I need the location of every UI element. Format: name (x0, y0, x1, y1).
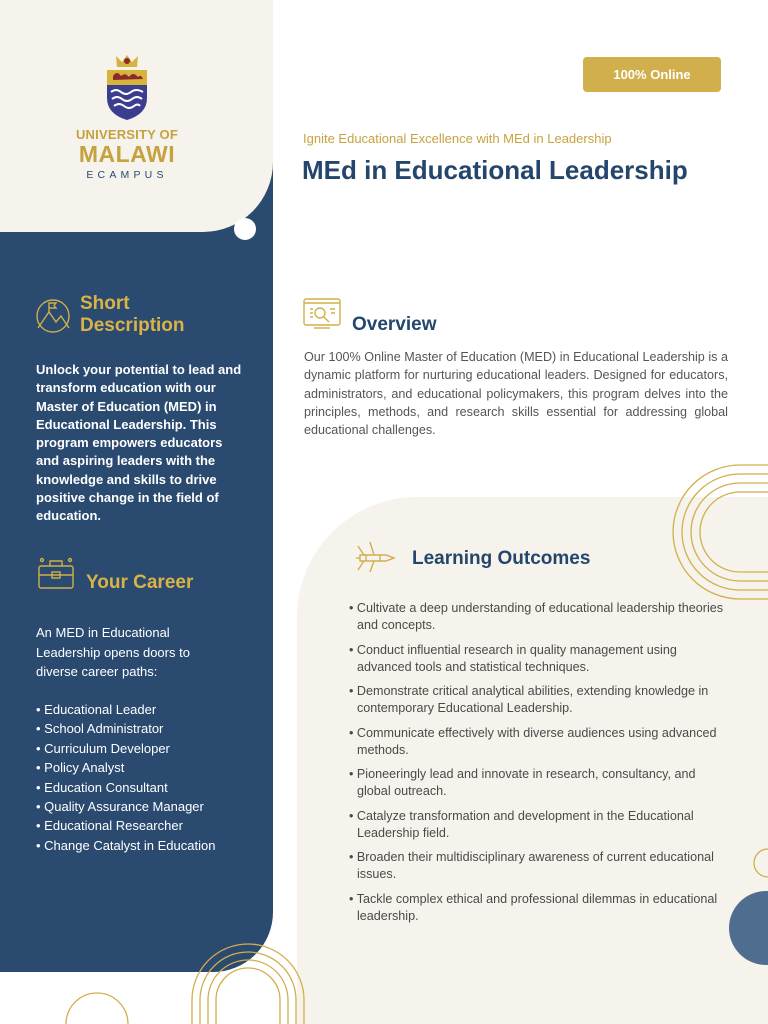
overview-heading: Overview (352, 314, 437, 335)
career-list (36, 700, 266, 855)
learning-outcomes-list (349, 600, 725, 932)
career-heading: Your Career (86, 572, 194, 593)
career-item: • Policy Analyst (36, 760, 125, 776)
presentation-screen-icon (302, 295, 342, 331)
mountain-flag-icon (34, 298, 72, 334)
university-logo (60, 52, 194, 182)
outcome-item: • Catalyze transformation and development in the Educational Leadership field. (349, 808, 694, 840)
outcome-item: • Broaden their multidisciplinary awareness of current educational issues. (349, 850, 714, 881)
short-description-heading-line1: Short (80, 293, 130, 314)
outcome-item: • Cultivate a deep understanding of educational leadership theories and concepts. (349, 601, 724, 632)
short-description-heading-line2: Description (80, 315, 185, 336)
outcome-item: • Communicate effectively with diverse audiences using advanced methods. (349, 725, 717, 757)
career-item: • Educational Leader (36, 702, 157, 717)
page-title: MEd in Educational Leadership (302, 155, 688, 185)
online-badge: 100% Online (583, 57, 721, 92)
briefcase-icon (37, 557, 75, 593)
outcome-item: • Tackle complex ethical and professional dilemmas in educational leadership. (349, 891, 718, 923)
career-intro: An MED in Educational Leadership opens doors to diverse career paths: (36, 625, 190, 679)
outcome-item: • Demonstrate critical analytical abilities, extending knowledge in contemporary Educational Leadership. (349, 684, 709, 715)
university-name: MALAWI (78, 141, 176, 167)
career-item: • Educational Researcher (36, 818, 183, 834)
university-subtitle: ECAMPUS (86, 169, 168, 181)
pencil-rocket-icon (354, 536, 398, 576)
career-item: • School Administrator (36, 721, 164, 737)
overview-text: Our 100% Online Master of Education (MED) in Educational Leadership is a dynamic platform for nurturing educational leaders. Designed for educators, administrators, and educational policymakers, this program delves into the principles, methods, and research skills essential for addressing global educational challenges. (304, 350, 728, 438)
learning-outcomes-heading: Learning Outcomes (412, 548, 591, 569)
university-line: UNIVERSITY OF (75, 127, 179, 142)
career-item: • Quality Assurance Manager (36, 799, 204, 815)
short-description-heading (80, 293, 185, 337)
university-crest-icon (104, 52, 150, 122)
outcome-item: • Pioneeringly lead and innovate in research, consultancy, and global outreach. (349, 767, 696, 798)
career-item: • Change Catalyst in Education (36, 837, 216, 853)
outcome-item: • Conduct influential research in quality management using advanced tools and statistical techniques. (349, 642, 677, 674)
decorative-half-circle-bottom (66, 993, 128, 1024)
career-item: • Curriculum Developer (36, 740, 170, 756)
career-item: • Education Consultant (36, 779, 168, 795)
tagline: Ignite Educational Excellence with MEd in Leadership (303, 131, 612, 146)
short-description-text: Unlock your potential to lead and transform education with our Master of Education (MED) in Educational Leadership. This program empowers educators and aspiring leaders with the knowledge and skills to drive positive change in the field of education. (36, 362, 242, 524)
